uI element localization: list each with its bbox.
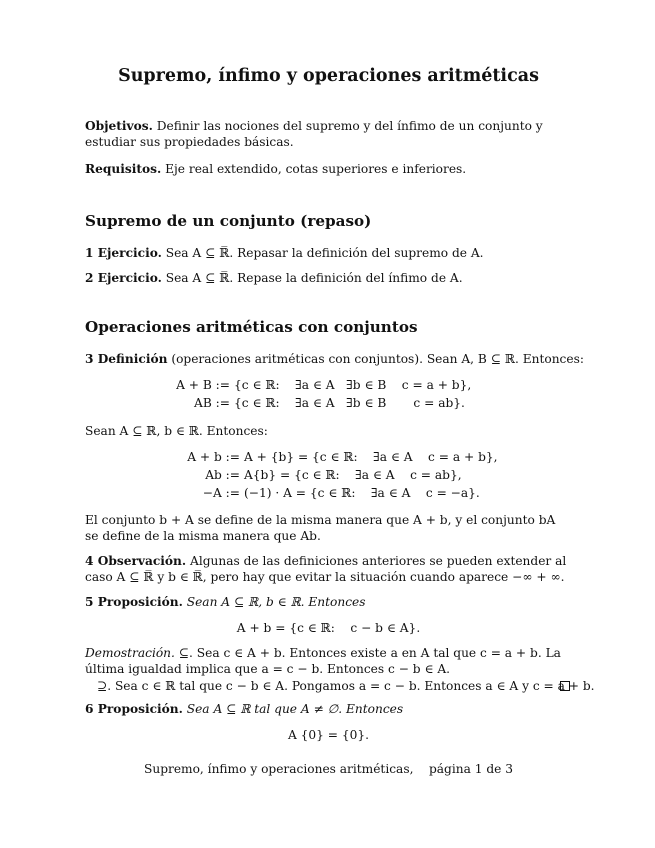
eq-neg-a-rhs: (−1) · A = {c ∈ ℝ: ∃a ∈ A c = −a}.: [244, 486, 480, 500]
proposicion-5-equation: A + b = {c ∈ ℝ: c − b ∈ A}.: [236, 621, 421, 635]
requisitos-label: Requisitos.: [85, 162, 162, 176]
eq-ab-lhs: Ab :=: [205, 468, 240, 482]
eq-neg-a-lhs: −A :=: [202, 486, 240, 500]
eq-sum-rhs: {c ∈ ℝ: ∃a ∈ A ∃b ∈ B c = a + b},: [234, 378, 472, 392]
demostracion-text-1: ⊆. Sea c ∈ A + b. Entonces existe a en A tal que c = a + b. La última igualdad implica que a = c − b. Entonces c − b ∈ A.: [85, 646, 561, 676]
eq-product-lhs: AB :=: [194, 396, 230, 410]
requisitos-text: Eje real extendido, cotas superiores e inferiores.: [161, 162, 467, 176]
observacion-4: [85, 553, 572, 585]
proposicion-6-label: 6 Proposición.: [85, 702, 183, 716]
ejercicio-1: [85, 245, 572, 261]
objetivos-text: Definir las nociones del supremo y del ínfimo de un conjunto y estudiar sus propiedades básicas.: [85, 119, 543, 149]
requisitos-paragraph: [85, 161, 572, 177]
qed-square-icon: [560, 681, 570, 691]
definicion-3-label: 3 Definición: [85, 352, 168, 366]
proposicion-6-equation: A {0} = {0}.: [287, 728, 370, 742]
section-heading-operaciones: Operaciones aritméticas con conjuntos: [85, 318, 418, 336]
objetivos-paragraph: [85, 118, 572, 150]
definicion-3: [85, 351, 584, 367]
ejercicio-2: [85, 270, 572, 286]
scalar-equations: [85, 449, 572, 503]
eq-product-rhs: {c ∈ ℝ: ∃a ∈ A ∃b ∈ B c = ab}.: [234, 396, 465, 410]
demostracion-paragraph: [85, 645, 572, 677]
conjunto-paragraph: El conjunto b + A se define de la misma manera que A + b, y el conjunto bA se define de la misma manera que Ab.: [85, 513, 556, 543]
eq-a-plus-b-rhs: A + {b} = {c ∈ ℝ: ∃a ∈ A c = a + b},: [244, 450, 498, 464]
ejercicio-1-text: Sea A ⊆ ℝ̅. Repasar la definición del supremo de A.: [161, 246, 484, 260]
observacion-4-label: 4 Observación.: [85, 554, 187, 568]
sean-paragraph: Sean A ⊆ ℝ, b ∈ ℝ. Entonces:: [85, 424, 268, 438]
ejercicio-2-label: 2 Ejercicio.: [85, 271, 162, 285]
demostracion-line-2: ⊇. Sea c ∈ ℝ tal que c − b ∈ A. Pongamos a = c − b. Entonces a ∈ A y c = a + b.: [97, 679, 595, 693]
eq-sum-lhs: A + B :=: [176, 378, 230, 392]
ejercicio-1-label: 1 Ejercicio.: [85, 246, 162, 260]
eq-ab-rhs: A{b} = {c ∈ ℝ: ∃a ∈ A c = ab},: [244, 468, 462, 482]
definicion-3-text: (operaciones aritméticas con conjuntos). Sean A, B ⊆ ℝ. Entonces:: [167, 352, 584, 366]
proposicion-5: [85, 594, 366, 610]
proposicion-5-text: Sean A ⊆ ℝ, b ∈ ℝ. Entonces: [182, 595, 366, 609]
objetivos-label: Objetivos.: [85, 119, 153, 133]
section-heading-supremo: Supremo de un conjunto (repaso): [85, 212, 372, 230]
proposicion-6: [85, 701, 403, 717]
document-title: Supremo, ínfimo y operaciones aritméticas: [118, 66, 539, 86]
proposicion-6-text: Sea A ⊆ ℝ tal que A ≠ ∅. Entonces: [182, 702, 404, 716]
observacion-4-text: Algunas de las definiciones anteriores se pueden extender al caso A ⊆ ℝ̅ y b ∈ ℝ̅, pero hay que evitar la situación cuando aparece −∞ + ∞.: [85, 554, 567, 584]
demostracion-label: Demostración.: [85, 646, 175, 660]
definicion-3-equations: [85, 377, 572, 413]
eq-a-plus-b-lhs: A + b :=: [187, 450, 240, 464]
ejercicio-2-text: Sea A ⊆ ℝ̅. Repase la definición del ínfimo de A.: [161, 271, 463, 285]
proposicion-5-label: 5 Proposición.: [85, 595, 183, 609]
page-footer: Supremo, ínfimo y operaciones aritméticas, página 1 de 3: [144, 762, 513, 776]
